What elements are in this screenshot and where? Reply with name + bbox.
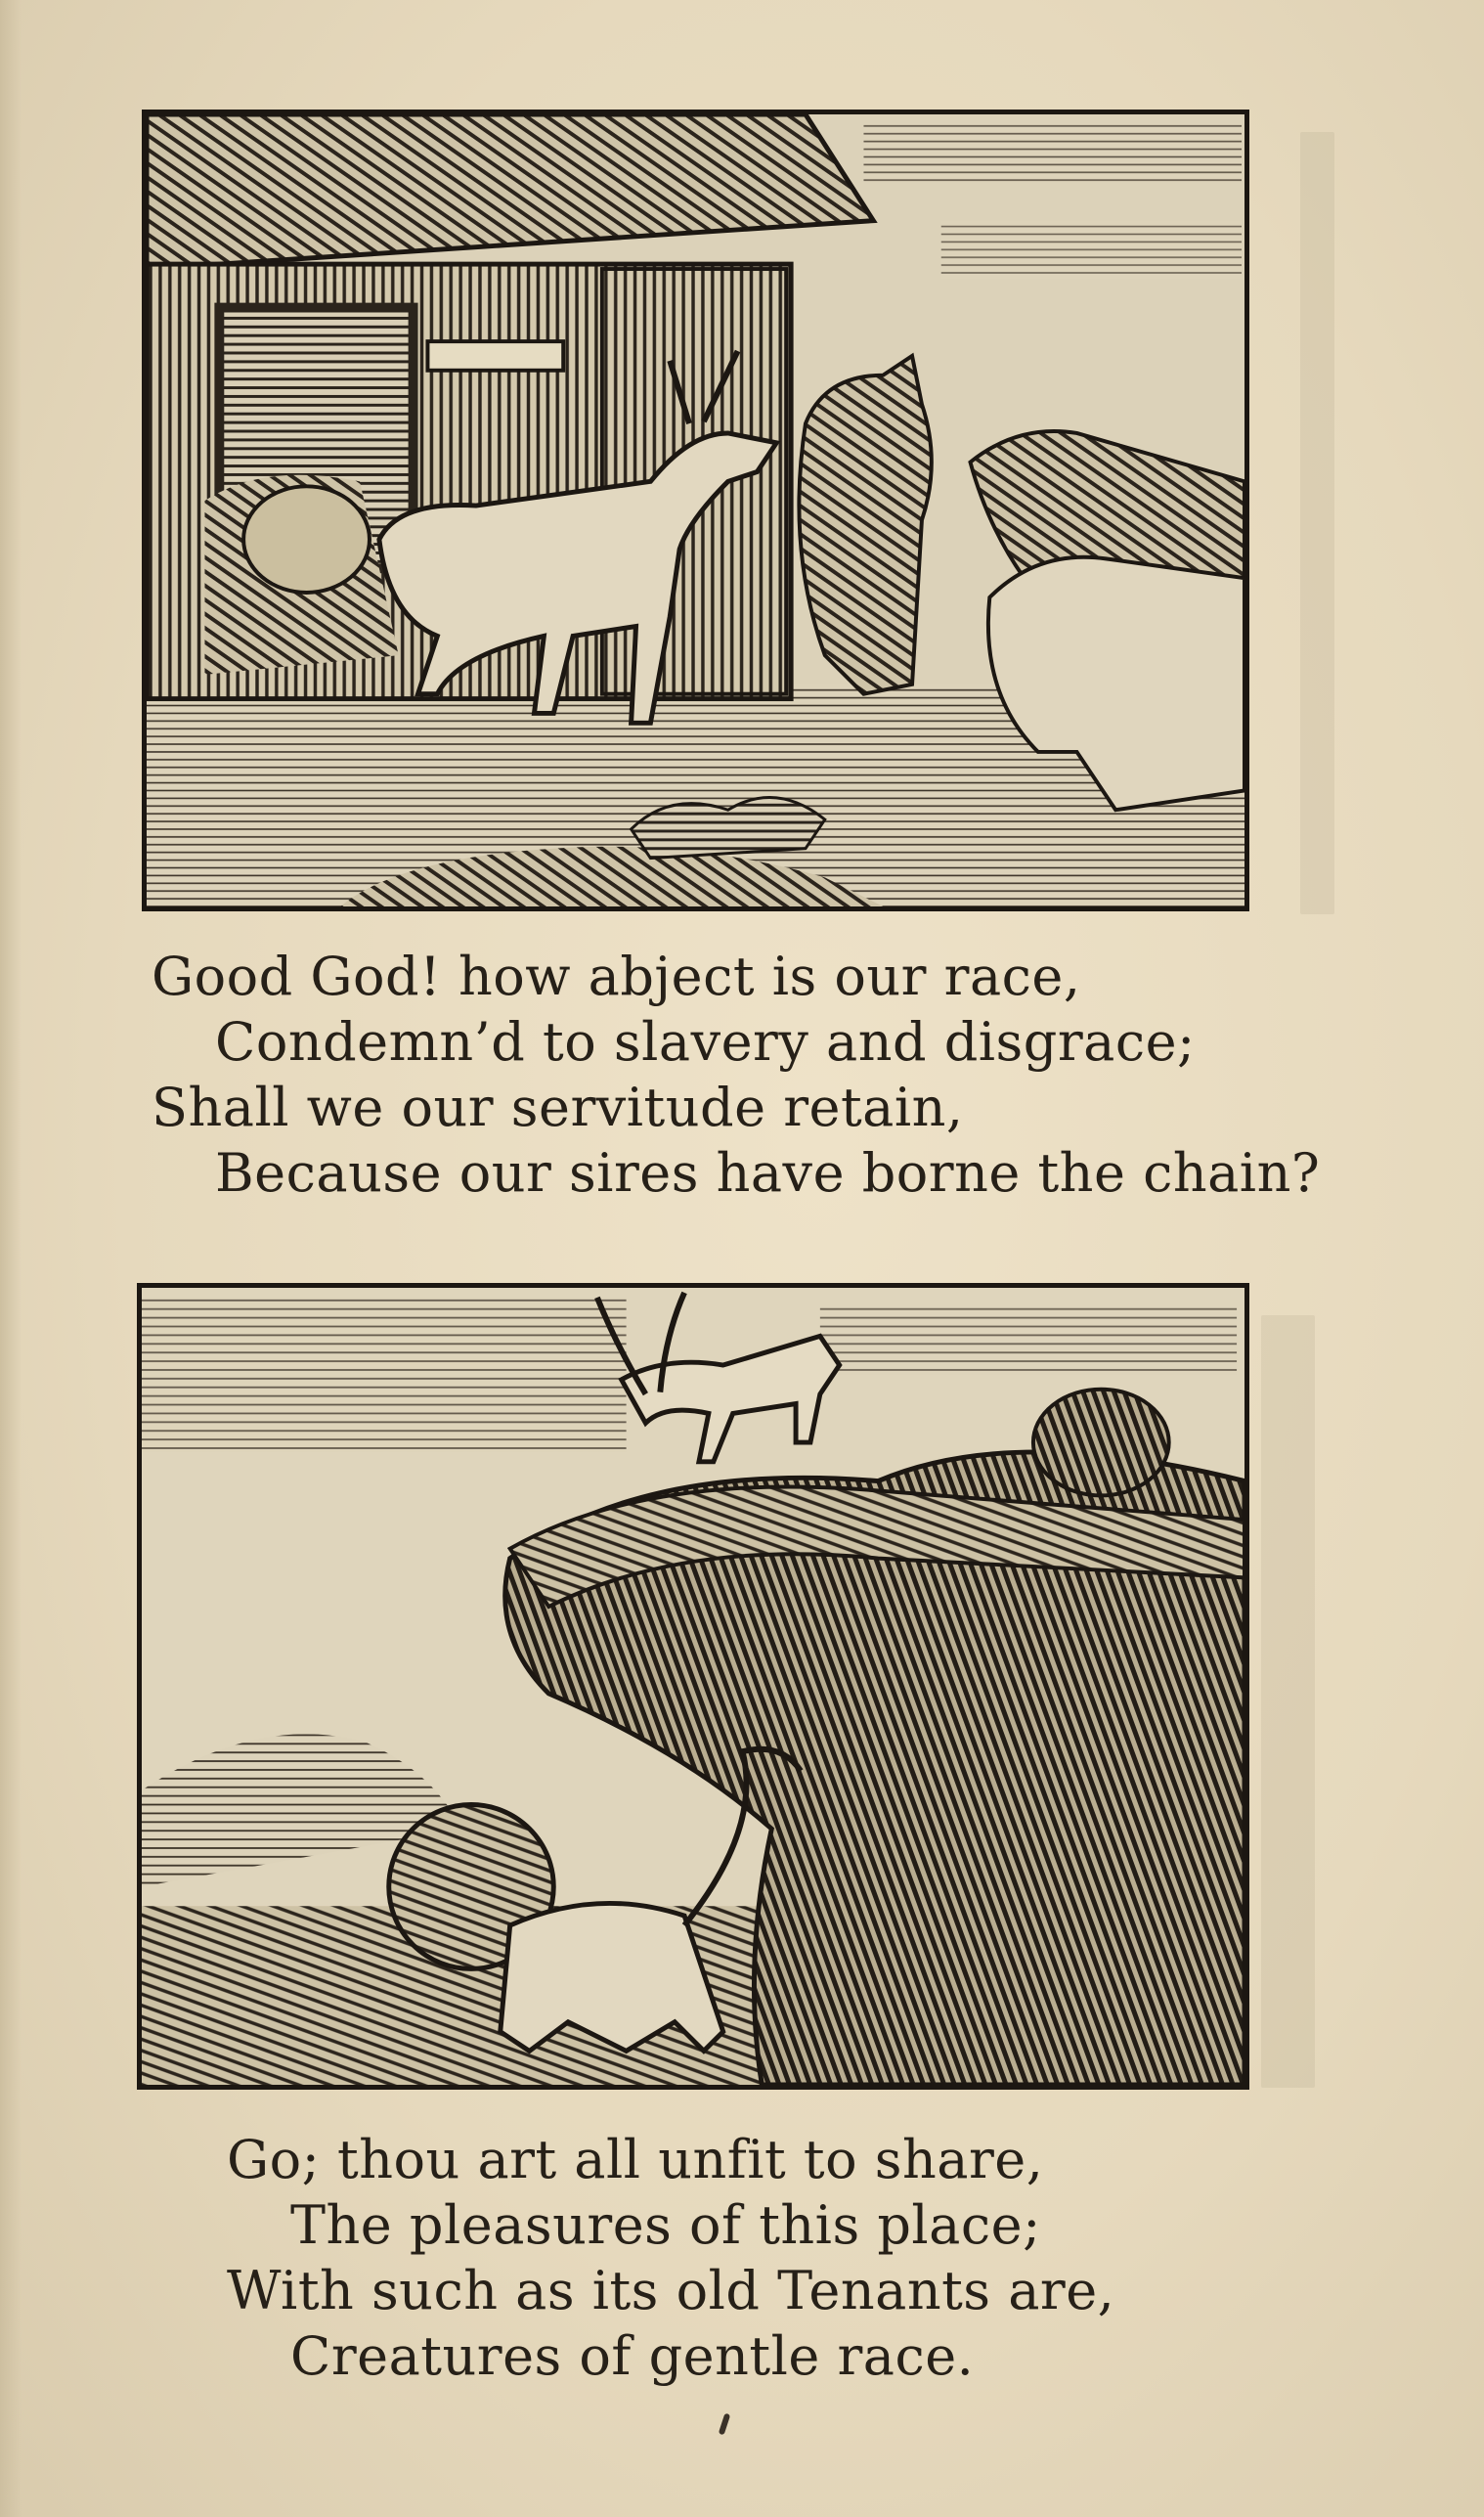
verse-one-line-1: Good God! how abject is our race, xyxy=(152,946,1081,1007)
woodcut-goat-lion-art xyxy=(142,1288,1244,2085)
page-gutter-shadow xyxy=(0,0,22,2517)
verse-two-line-1: Go; thou art all unfit to share, xyxy=(227,2129,1044,2190)
woodcut-ass-wolves-art xyxy=(147,114,1244,906)
show-through-plate-top xyxy=(1300,132,1334,914)
woodcut-illustration-top xyxy=(142,110,1249,911)
verse-one-line-2: Condemn’d to slavery and disgrace; xyxy=(215,1011,1196,1073)
ink-mark xyxy=(719,2413,731,2436)
verse-two-line-4: Creatures of gentle race. xyxy=(290,2325,975,2387)
woodcut-illustration-bottom xyxy=(137,1283,1249,2090)
verse-one-line-4: Because our sires have borne the chain? xyxy=(215,1142,1321,1204)
verse-one xyxy=(152,944,1320,1206)
show-through-plate-bottom xyxy=(1261,1315,1315,2088)
verse-one-line-3: Shall we our servitude retain, xyxy=(152,1077,964,1138)
verse-two-line-2: The pleasures of this place; xyxy=(290,2194,1041,2256)
verse-two-line-3: With such as its old Tenants are, xyxy=(227,2260,1115,2321)
verse-two xyxy=(227,2127,1114,2389)
